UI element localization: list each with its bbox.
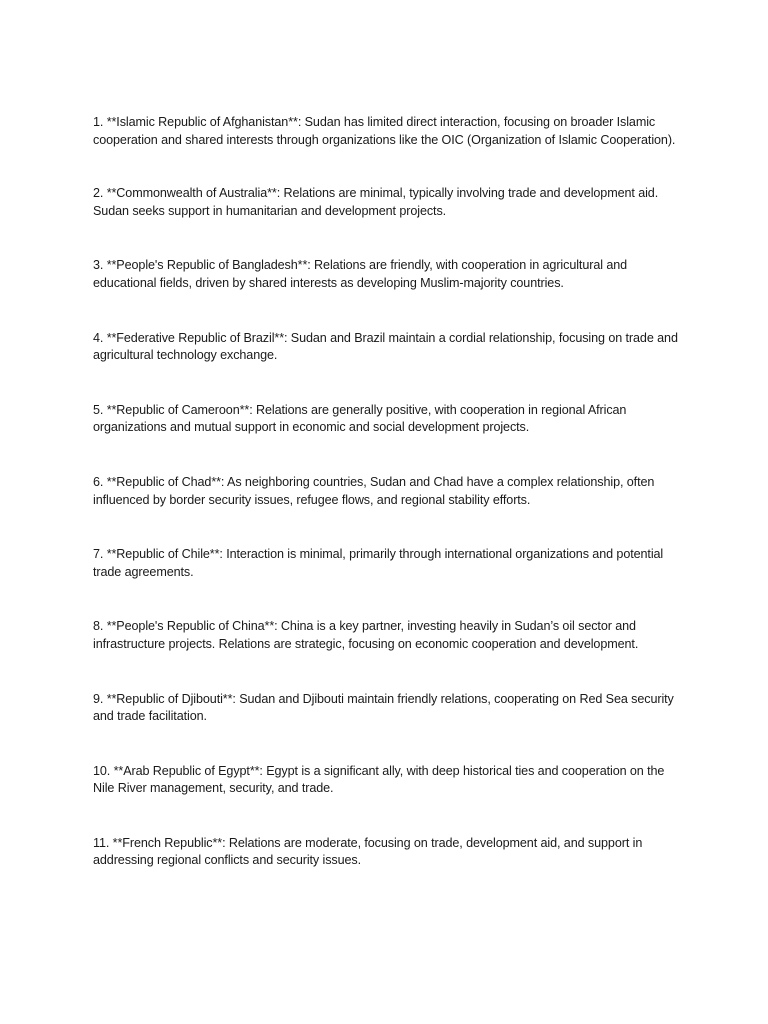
list-item: 8. **People's Republic of China**: China is a key partner, investing heavily in Sudan’s oil sector and infrastructure projects. Relations are strategic, focusing on economic cooperation and development. [93,619,639,651]
list-item: 11. **French Republic**: Relations are moderate, focusing on trade, development aid, and support in addressing regional conflicts and security issues. [93,835,643,868]
list-item: 9. **Republic of Djibouti**: Sudan and Djibouti maintain friendly relations, cooperating on Red Sea security and trade facilitation. [93,691,674,724]
list-item: 1. **Islamic Republic of Afghanistan**: Sudan has limited direct interaction, focusing on broader Islamic cooperation and shared interests through organizations like the OIC (Organization of Islamic Cooperation). [93,115,676,147]
list-item: 6. **Republic of Chad**: As neighboring countries, Sudan and Chad have a complex relationship, often influenced by border security issues, refugee flows, and regional stability efforts. [93,474,655,507]
list-item: 7. **Republic of Chile**: Interaction is minimal, primarily through international organizations and potential trade agreements. [93,547,664,579]
list-item: 5. **Republic of Cameroon**: Relations are generally positive, with cooperation in regional African organizations and mutual support in economic and social development projects. [93,402,627,435]
list-item: 2. **Commonwealth of Australia**: Relations are minimal, typically involving trade and development aid. Sudan seeks support in humanitarian and development projects. [93,186,659,218]
document-body [93,114,683,907]
list-item: 3. **People's Republic of Bangladesh**: Relations are friendly, with cooperation in agricultural and educational fields, driven by shared interests as developing Muslim-majority countries. [93,258,628,290]
list-item: 10. **Arab Republic of Egypt**: Egypt is a significant ally, with deep historical ties and cooperation on the Nile River management, security, and trade. [93,763,665,796]
list-item: 4. **Federative Republic of Brazil**: Sudan and Brazil maintain a cordial relationship, focusing on trade and agricultural technology exchange. [93,330,678,363]
